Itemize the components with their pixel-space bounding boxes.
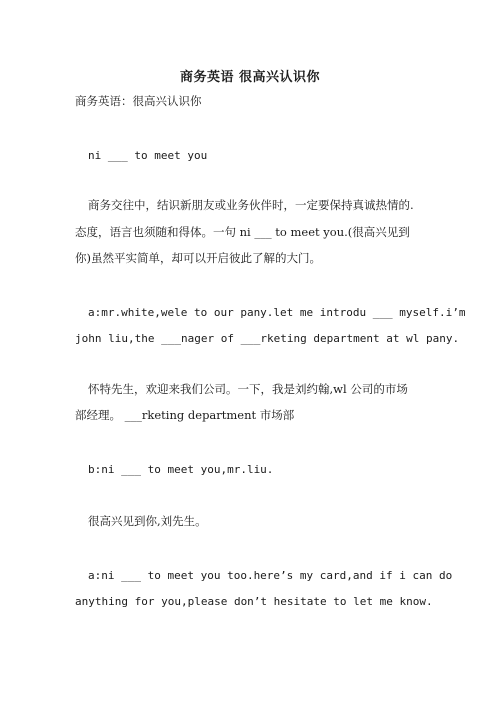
dialogue-a2-line-2: anything for you,please don’t hesitate to let me know.: [75, 595, 433, 608]
document-title: 商务英语 很高兴认识你: [179, 70, 321, 85]
dialogue-b-line: b:ni ___ to meet you,mr.liu.: [88, 463, 274, 476]
intro-line-1: 商务交往中，结识新朋友或业务伙伴时，一定要保持真诚热情的.: [88, 198, 414, 212]
translation-a-line-1: 怀特先生，欢迎来我们公司。一下，我是刘约翰,wl 公司的市场: [88, 382, 408, 396]
dialogue-a-line-2: john liu,the ___nager of ___rketing department at wl pany.: [75, 332, 460, 345]
dialogue-a2-line-1: a:ni ___ to meet you too.here’s my card,and if i can do: [88, 569, 453, 582]
intro-line-3: 你)虽然平实简单，却可以开启彼此了解的大门。: [75, 251, 321, 265]
translation-b-line: 很高兴见到你,刘先生。: [88, 514, 207, 528]
translation-a-line-2: 部经理。 ___rketing department 市场部: [75, 408, 295, 422]
dialogue-a-line-1: a:mr.white,wele to our pany.let me introdu ___ myself.i’m: [88, 306, 466, 319]
subtitle-line: 商务英语：很高兴认识你: [75, 94, 202, 108]
intro-line-2: 态度，语言也须随和得体。一句 ni ___ to meet you.(很高兴见到: [75, 225, 410, 239]
phrase-line: ni ___ to meet you: [88, 149, 208, 162]
